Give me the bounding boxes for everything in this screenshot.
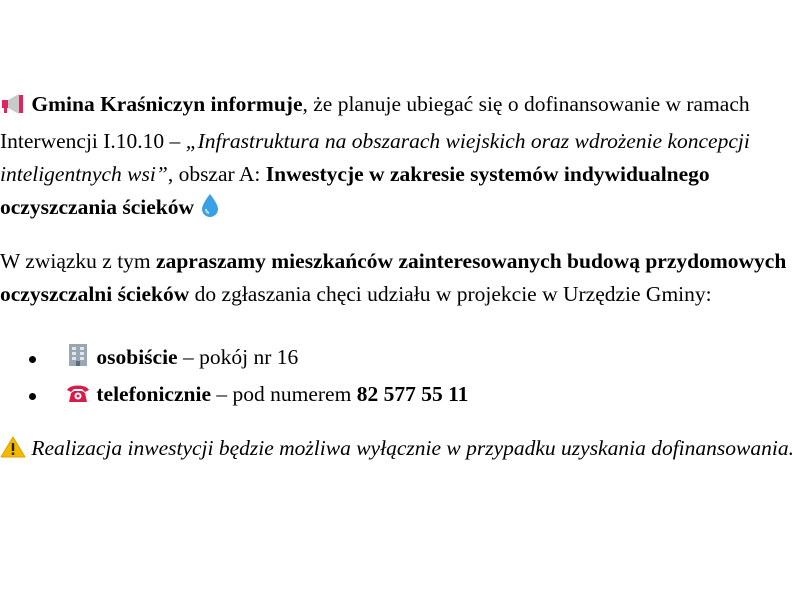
warning-icon [0,435,26,469]
invite-highlight: zapraszamy mieszkańców zainteresowanych budową przydomowych oczyszczalni ścieków [0,249,787,306]
list-item [0,378,798,415]
invite-text-2: do zgłaszania chęci udziału w projekcie w Urzędzie Gminy: [189,282,712,306]
contact-detail: – pod numerem [211,382,357,406]
warning-text: Realizacja inwestycji będzie możliwa wyłącznie w przypadku uzyskania dofinansowania. [26,436,794,460]
intro-paragraph [0,88,798,228]
investment-area: Inwestycje w zakresie systemów indywidualnego oczyszczania ścieków [0,162,710,219]
contact-method: telefonicznie [96,382,211,406]
intro-text-2: , obszar A: [167,162,266,186]
phone-number: 82 577 55 11 [356,382,469,406]
list-item [0,341,798,378]
droplet-icon [199,192,221,228]
office-building-icon [65,342,91,378]
contact-method: osobiście [96,345,178,369]
invite-paragraph [0,245,798,311]
invite-text-1: W związku z tym [0,249,157,273]
program-name: „Infrastruktura na obszarach wiejskich oraz wdrożenie koncepcji inteligentnych wsi” [0,129,750,186]
intro-text-1: , że planuje ubiegać się o dofinansowanie w ramach Interwencji I.10.10 – [0,92,750,153]
bullet [29,356,36,363]
warning-paragraph [0,432,798,469]
telephone-icon [65,381,91,415]
bullet [29,393,36,400]
contact-list [0,341,798,415]
announcement [0,88,798,469]
contact-detail: – pokój nr 16 [177,345,299,369]
megaphone-icon [0,92,26,125]
org-name: Gmina Kraśniczyn informuje [31,92,303,116]
